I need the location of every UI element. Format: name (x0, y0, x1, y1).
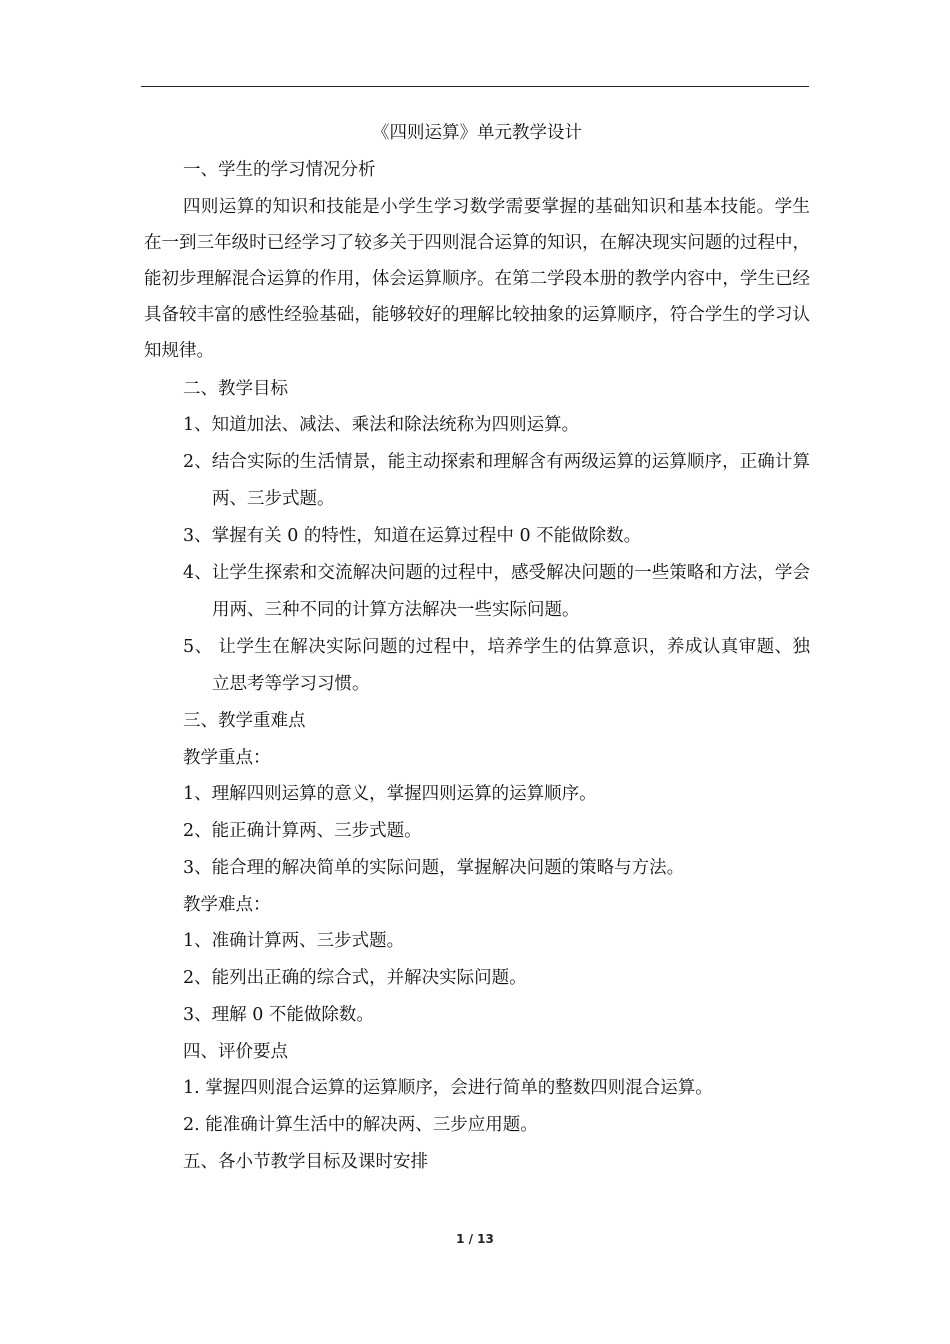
document-body (144, 116, 810, 1180)
difficulty-label: 教学难点： (183, 895, 271, 915)
page-number: 1 / 13 (456, 1232, 494, 1246)
header-rule (141, 86, 809, 87)
key-point-item-3: 3、能合理的解决简单的实际问题，掌握解决问题的策略与方法。 (183, 858, 685, 878)
section-1-heading: 一、学生的学习情况分析 (183, 160, 376, 180)
objective-item-5: 5、 让学生在解决实际问题的过程中，培养学生的估算意识，养成认真审题、独立思考等学习习惯。 (183, 637, 810, 694)
section-3-heading: 三、教学重难点 (183, 711, 306, 731)
objective-item-4: 4、让学生探索和交流解决问题的过程中，感受解决问题的一些策略和方法，学会用两、三种不同的计算方法解决一些实际问题。 (183, 563, 810, 620)
key-point-item-1: 1、理解四则运算的意义，掌握四则运算的运算顺序。 (183, 784, 597, 804)
evaluation-item-1: 1. 掌握四则混合运算的运算顺序，会进行简单的整数四则混合运算。 (183, 1078, 713, 1098)
key-point-item-2: 2、能正确计算两、三步式题。 (183, 821, 422, 841)
key-points-label: 教学重点： (183, 748, 271, 768)
difficulty-item-3: 3、理解 0 不能做除数。 (183, 1005, 374, 1025)
difficulty-item-1: 1、准确计算两、三步式题。 (183, 931, 405, 951)
difficulty-item-2: 2、能列出正确的综合式，并解决实际问题。 (183, 968, 527, 988)
document-title: 《四则运算》单元教学设计 (372, 123, 582, 143)
evaluation-item-2: 2. 能准确计算生活中的解决两、三步应用题。 (183, 1115, 538, 1135)
section-4-heading: 四、评价要点 (183, 1042, 288, 1062)
section-5-heading: 五、各小节教学目标及课时安排 (183, 1152, 428, 1172)
objective-item-1: 1、知道加法、减法、乘法和除法统称为四则运算。 (183, 415, 580, 435)
section-2-heading: 二、教学目标 (183, 379, 288, 399)
objective-item-3: 3、掌握有关 0 的特性，知道在运算过程中 0 不能做除数。 (183, 526, 642, 546)
section-1-paragraph: 四则运算的知识和技能是小学生学习数学需要掌握的基础知识和基本技能。学生在一到三年级时已经学习了较多关于四则混合运算的知识，在解决现实问题的过程中，能初步理解混合运算的作用，体会运算顺序。在第二学段本册的教学内容中，学生已经具备较丰富的感性经验基础，能够较好的理解比较抽象的运算顺序，符合学生的学习认知规律。 (144, 197, 810, 361)
objective-item-2: 2、结合实际的生活情景，能主动探索和理解含有两级运算的运算顺序，正确计算两、三步式题。 (183, 452, 810, 509)
